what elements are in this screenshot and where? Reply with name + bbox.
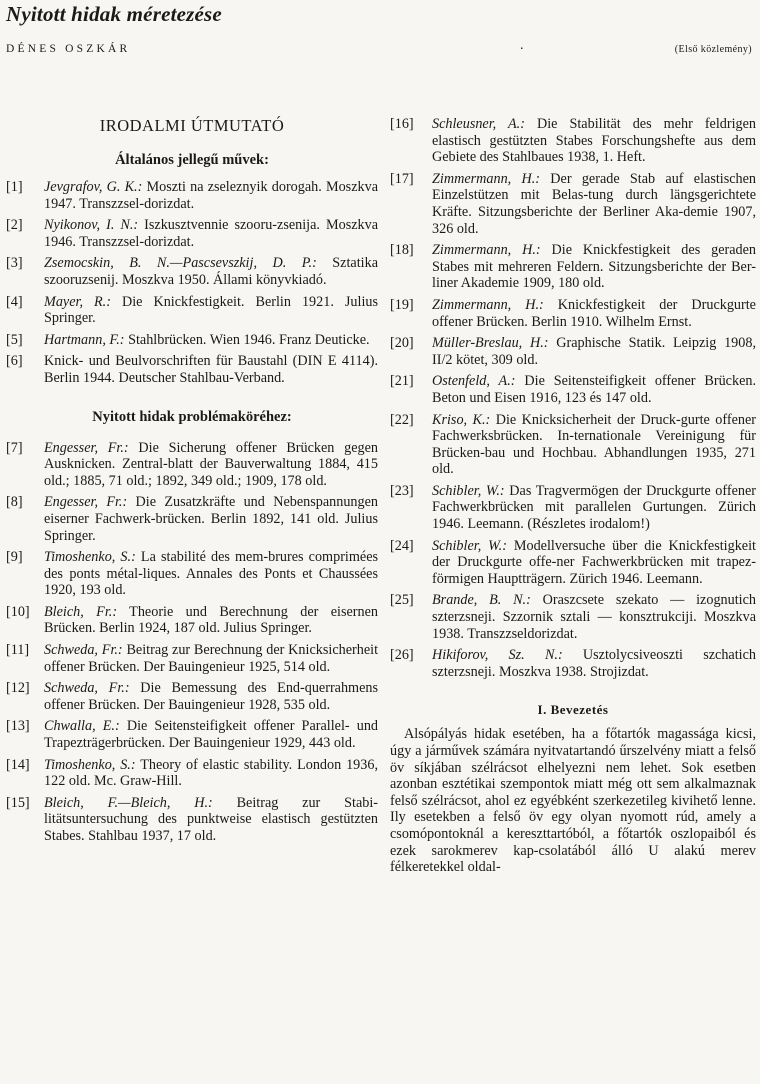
reference-body <box>432 483 756 533</box>
reference-entry <box>6 294 378 327</box>
reference-number: [6] <box>6 353 23 370</box>
reference-number: [23] <box>390 482 414 499</box>
reference-body <box>44 642 378 675</box>
bibliography-heading: IRODALMI ÚTMUTATÓ <box>99 116 285 135</box>
right-column <box>390 116 756 876</box>
reference-entry <box>390 412 756 478</box>
reference-entry <box>6 179 378 212</box>
reference-body <box>44 440 378 490</box>
reference-author: Müller-Breslau, H.: <box>432 335 549 352</box>
reference-text: Beitrag zur Berechnung der Knicksicherheit offener Brücken. Der Bauingenieur 1925, 514 old. <box>44 642 379 675</box>
reference-number: [3] <box>6 255 23 272</box>
reference-text: Die Knicksicherheit der Druck-gurte offener Fachwerksbrücken. In-ternationale Vereinigung für Brücken-bau und Hochbau. Abhandlungen 1935, 271 old. <box>432 411 756 478</box>
reference-author: Zimmermann, H.: <box>432 170 541 187</box>
reference-entry <box>6 332 378 349</box>
reference-entry <box>390 335 756 368</box>
reference-entry <box>390 592 756 642</box>
reference-author: Zsemocskin, B. N.—Pascsevszkij, D. P.: <box>44 255 317 272</box>
reference-body <box>432 297 756 330</box>
reference-body <box>44 680 378 713</box>
reference-number: [11] <box>6 642 30 659</box>
reference-text: Die Bemessung des End-querrahmens offener Brücken. Der Bauingenieur 1928, 535 old. <box>44 680 379 713</box>
reference-number: [25] <box>390 592 414 609</box>
reference-text: La stabilité des mem-brures comprimées des ponts métal-liques. Annales des Ponts et Chaussées 1920, 193 old. <box>44 549 379 599</box>
reference-body <box>44 718 378 751</box>
reference-author: Timoshenko, S.: <box>44 756 136 773</box>
open-bridges-list <box>6 440 378 845</box>
reference-entry <box>6 604 378 637</box>
reference-entry <box>390 116 756 166</box>
reference-text: Modellversuche über die Knickfestigkeit der Druckgurte offe-ner Fachwerkbrücken mit trapez-förmigen Hauptträgern. Zürich 1946. Leemann. <box>432 537 756 587</box>
reference-text: Stahlbrücken. Wien 1946. Franz Deuticke. <box>128 331 370 348</box>
reference-author: Engesser, Fr.: <box>44 494 128 511</box>
introduction-paragraph: Alsópályás hidak esetében, ha a főtartók magassága kicsi, úgy a járművek számára nyitvatartandó űrszelvény miatt a felső öv síkjában szélrácsot elhelyezni nem lehet. Sok esetben azonban esztétikai szempontok miatt még ott sem alkalmaznak felső szélrácsot, ahol ez egyébként szerkezetileg kivihető lenne. Ily esetekben a felső öv egy olyan nyomott rúd, amely a csomópontoknál a kereszttartóból, a főtartók oszlopaiból és ezek sarokmerev kap-csolatából álló U alakú merev félkeretekkel oldal- <box>390 726 756 876</box>
reference-number: [7] <box>6 439 23 456</box>
reference-author: Mayer, R.: <box>44 293 111 310</box>
reference-entry <box>6 255 378 288</box>
reference-number: [12] <box>6 680 30 697</box>
reference-author: Ostenfeld, A.: <box>432 373 516 390</box>
reference-author: Bleich, F.—Bleich, H.: <box>44 794 213 811</box>
reference-text: Die Sicherung offener Brücken gegen Ausknicken. Zentral-blatt der Bauverwaltung 1884, 415 old.; 1885, 71 old.; 1892, 349 old.; 1909, 178 old. <box>44 439 379 489</box>
reference-body <box>44 332 378 349</box>
reference-entry <box>390 171 756 237</box>
reference-author: Schweda, Fr.: <box>44 680 130 697</box>
reference-body <box>432 171 756 237</box>
reference-author: Schleusner, A.: <box>432 116 525 132</box>
reference-author: Brande, B. N.: <box>432 592 531 609</box>
reference-entry <box>390 242 756 292</box>
reference-text: Moszti na zseleznyik dorogah. Moszkva 1947. Transzzsel-dorizdat. <box>44 179 378 212</box>
reference-entry <box>6 680 378 713</box>
reference-number: [1] <box>6 179 23 195</box>
reference-text: Beitrag zur Stabi-litätsuntersuchung des punktweise elastisch gestützten Stabes. Stahlbau 1937, 17 old. <box>44 794 378 844</box>
reference-body <box>44 179 378 212</box>
reference-entry <box>6 757 378 790</box>
reference-text: Das Tragvermögen der Druckgurte offener Fachwerkbrücken mit parallelen Gurtungen. Zürich 1946. Leemann. (Részletes irodalom!) <box>432 482 757 533</box>
reference-body <box>432 373 756 406</box>
reference-number: [4] <box>6 293 23 310</box>
reference-author: Jevgrafov, G. K.: <box>44 179 143 195</box>
reference-entry <box>6 549 378 599</box>
reference-body <box>44 604 378 637</box>
reference-text: Die Stabilität des mehr feldrigen elastisch gestützten Stabes Forschungshefte aus dem Gebiete des Stahlbaues 1938, 1. Heft. <box>432 116 757 166</box>
reference-number: [9] <box>6 549 23 566</box>
reference-text: Graphische Statik. Leipzig 1908, II/2 kötet, 309 old. <box>432 335 756 368</box>
reference-text: Die Knickfestigkeit. Berlin 1921. Julius Springer. <box>44 293 378 327</box>
reference-author: Bleich, Fr.: <box>44 603 118 620</box>
reference-body <box>432 592 756 642</box>
general-works-heading: Általános jellegű művek: <box>115 152 269 168</box>
open-bridges-heading: Nyitott hidak problémaköréhez: <box>92 408 292 425</box>
reference-author: Timoshenko, S.: <box>44 549 136 566</box>
reference-text: Knick- und Beulvorschriften für Baustahl (DIN E 4114). Berlin 1944. Deutscher Stahlbau-Verband. <box>44 353 378 386</box>
reference-author: Schibler, W.: <box>432 482 505 499</box>
reference-body <box>44 353 378 386</box>
reference-entry <box>6 494 378 544</box>
reference-entry <box>390 647 756 680</box>
reference-body <box>432 335 756 368</box>
reference-number: [24] <box>390 537 414 554</box>
reference-entry <box>6 718 378 751</box>
reference-author: Zimmermann, H.: <box>432 296 544 313</box>
installment-note: (Első közlemény) <box>674 44 752 55</box>
reference-text: Sztatika szooruzsenij. Moszkva 1950. Állami könyvkiadó. <box>44 255 378 288</box>
reference-author: Nyikonov, I. N.: <box>44 217 139 234</box>
reference-body <box>432 647 756 680</box>
reference-author: Zimmermann, H.: <box>432 242 541 259</box>
reference-number: [19] <box>390 296 414 313</box>
reference-number: [13] <box>6 718 30 735</box>
reference-body <box>44 757 378 790</box>
reference-number: [15] <box>6 794 30 811</box>
reference-number: [16] <box>390 116 414 132</box>
reference-body <box>432 412 756 478</box>
reference-text: Die Knickfestigkeit des geraden Stabes mit mehreren Feldern. Sitzungsberichte der Ber-liner Akademie 1909, 180 old. <box>432 242 757 292</box>
reference-number: [26] <box>390 647 414 664</box>
reference-number: [18] <box>390 242 414 259</box>
reference-number: [22] <box>390 411 414 428</box>
reference-body <box>432 538 756 588</box>
reference-body <box>44 549 378 599</box>
left-column <box>6 116 378 850</box>
article-title: Nyitott hidak méretezése <box>6 2 222 26</box>
reference-author: Hikiforov, Sz. N.: <box>432 647 563 664</box>
reference-text: Der gerade Stab auf elastischen Einzelstützen mit Belas-tung durch längsgerichtete Kräfte. Sitzungsberichte der Berliner Aka-demie 1907, 326 old. <box>432 170 757 237</box>
reference-number: [10] <box>6 603 30 620</box>
reference-number: [17] <box>390 170 414 187</box>
reference-text: Usztolycsiveoszti szchatich szterzsneji. Moszkva 1938. Strojizdat. <box>432 647 756 680</box>
reference-body <box>44 494 378 544</box>
reference-entry <box>6 217 378 250</box>
reference-author: Schibler, W.: <box>432 537 507 554</box>
header-dot: . <box>520 38 524 53</box>
reference-body <box>44 217 378 250</box>
reference-author: Kriso, K.: <box>432 411 491 428</box>
introduction-heading: I. Bevezetés <box>537 702 609 718</box>
reference-number: [14] <box>6 756 30 773</box>
reference-entry <box>6 440 378 490</box>
reference-entry <box>6 795 378 845</box>
reference-body <box>432 116 756 166</box>
reference-entry <box>390 297 756 330</box>
reference-body <box>432 242 756 292</box>
reference-number: [21] <box>390 373 414 390</box>
reference-author: Hartmann, F.: <box>44 331 125 348</box>
reference-text: Iszkusztvennie szooru-zsenija. Moszkva 1946. Transzzsel-dorizdat. <box>44 217 379 250</box>
article-author: DÉNES OSZKÁR <box>6 43 131 55</box>
general-works-list <box>6 179 378 387</box>
reference-number: [2] <box>6 217 23 234</box>
reference-author: Schweda, Fr.: <box>44 642 123 659</box>
reference-body <box>44 294 378 327</box>
reference-entry <box>390 373 756 406</box>
reference-text: Die Seitensteifigkeit offener Parallel- und Trapezträgerbrücken. Der Bauingenieur 1929, 443 old. <box>44 718 379 752</box>
reference-text: Die Zusatzkräfte und Nebenspannungen eiserner Fachwerk-brücken. Berlin 1892, 141 old. Julius Springer. <box>44 494 379 544</box>
reference-list-continued <box>390 116 756 680</box>
reference-body <box>44 795 378 845</box>
reference-text: Knickfestigkeit der Druckgurte offener Brücken. Berlin 1910. Wilhelm Ernst. <box>432 296 756 330</box>
reference-number: [8] <box>6 494 23 511</box>
reference-entry <box>390 483 756 533</box>
reference-text: Theory of elastic stability. London 1936, 122 old. Mc. Graw-Hill. <box>44 756 378 790</box>
reference-text: Die Seitensteifigkeit offener Brücken. Beton und Eisen 1916, 123 és 147 old. <box>432 373 757 406</box>
reference-number: [20] <box>390 335 414 352</box>
reference-author: Chwalla, E.: <box>44 718 120 735</box>
reference-text: Oraszcsete szekato — izognutich szterzsneji. Szzornik sztali — konsztrukciji. Moszkva 1938. Transzzseldorizdat. <box>432 592 757 642</box>
reference-entry <box>6 353 378 386</box>
reference-author: Engesser, Fr.: <box>44 439 129 456</box>
reference-number: [5] <box>6 331 23 348</box>
reference-entry <box>390 538 756 588</box>
reference-body <box>44 255 378 288</box>
reference-entry <box>6 642 378 675</box>
reference-text: Theorie und Berechnung der eisernen Brücken. Berlin 1924, 187 old. Julius Springer. <box>44 603 378 637</box>
